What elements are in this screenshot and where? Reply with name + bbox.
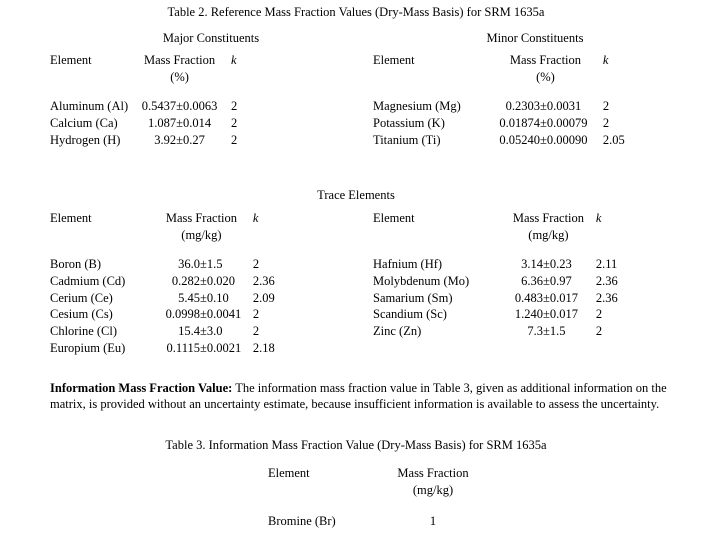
information-note	[50, 380, 682, 412]
table-row	[50, 99, 237, 116]
mass-fraction-value: 0.05240	[499, 132, 540, 147]
table-minor	[373, 53, 625, 149]
plus-minus-icon: ±	[543, 290, 550, 305]
mass-fraction-value: 3.92	[154, 132, 177, 147]
k-value: 2.36	[252, 273, 275, 288]
plus-minus-icon: ±	[176, 132, 183, 147]
header-mass-fraction: Mass Fraction	[165, 211, 238, 225]
header-mass-fraction: Mass Fraction	[509, 53, 582, 67]
table-row	[50, 116, 237, 133]
mass-fraction-value: 0.2303	[505, 98, 540, 113]
element-name: Potassium (K)	[373, 115, 445, 130]
element-name: Cesium (Cs)	[50, 307, 113, 322]
mass-fraction-value: 7.3	[527, 324, 543, 339]
spacer-cell	[373, 87, 625, 99]
table-row	[50, 291, 275, 308]
k-value: 2	[602, 98, 610, 113]
k-value: 2.36	[595, 290, 618, 305]
header-k: k	[602, 53, 609, 67]
spacer-cell	[603, 70, 625, 87]
table-row	[373, 257, 618, 274]
plus-minus-icon: ±	[543, 324, 550, 339]
mass-fraction-value: 6.36	[521, 273, 543, 288]
element-name: Zinc (Zn)	[373, 324, 422, 339]
k-value: 2.05	[602, 132, 625, 147]
plus-minus-icon: ±	[176, 98, 183, 113]
table-row	[50, 341, 275, 358]
header-mass-fraction: Mass Fraction	[397, 466, 469, 480]
spacer-cell	[373, 70, 488, 87]
uncertainty-value: 1.5	[206, 256, 223, 271]
uncertainty-value: 0.014	[183, 115, 212, 130]
table-units-row	[373, 228, 618, 245]
table-row	[373, 307, 618, 324]
spacer-cell	[50, 245, 275, 257]
plus-minus-icon: ±	[543, 273, 550, 288]
spacer-row	[50, 87, 237, 99]
header-units: (%)	[170, 69, 189, 84]
mass-fraction-value: 0.01874	[499, 115, 540, 130]
table-header-row	[50, 211, 275, 228]
uncertainty-value: 0.10	[206, 290, 229, 305]
header-units: (mg/kg)	[181, 227, 222, 242]
table-row	[50, 307, 275, 324]
plus-minus-icon: ±	[176, 115, 183, 130]
uncertainty-value: 0.0031	[546, 98, 582, 113]
plus-minus-icon: ±	[200, 324, 207, 339]
spacer-cell	[268, 500, 488, 514]
spacer-cell	[373, 245, 618, 257]
plus-minus-icon: ±	[540, 98, 547, 113]
information-note-text: The information mass fraction value in Table 3, given as additional information on the matrix, is provided without an uncertainty estimate, because insufficient information is available to assess the uncertainty.	[50, 381, 667, 412]
element-name: Magnesium (Mg)	[373, 98, 461, 113]
mass-fraction-value: 1.087	[148, 115, 177, 130]
spacer-cell	[50, 228, 150, 245]
k-value: 2.36	[595, 273, 618, 288]
k-value: 2	[231, 132, 238, 147]
information-note-label: Information Mass Fraction Value:	[50, 381, 233, 395]
group-header-trace: Trace Elements	[317, 188, 395, 202]
group-header-major: Major Constituents	[162, 31, 260, 45]
uncertainty-value: 1.5	[549, 324, 566, 339]
spacer-row	[373, 245, 618, 257]
element-name: Scandium (Sc)	[373, 307, 447, 322]
table-header-row	[373, 211, 618, 228]
header-element: Element	[50, 53, 92, 67]
header-element: Element	[373, 211, 415, 225]
table-trace-right	[373, 211, 618, 341]
table-units-row	[268, 483, 488, 500]
plus-minus-icon: ±	[200, 341, 207, 356]
header-k: k	[595, 211, 602, 225]
table-major	[50, 53, 237, 149]
uncertainty-value: 0.23	[549, 256, 572, 271]
element-name: Bromine (Br)	[268, 513, 336, 528]
spacer-row	[50, 245, 275, 257]
plus-minus-icon: ±	[200, 290, 207, 305]
table-row	[50, 324, 275, 341]
mass-fraction-value: 1	[429, 513, 437, 528]
table-row	[373, 133, 625, 150]
mass-fraction-value: 0.0998	[165, 307, 200, 322]
table-row	[373, 116, 625, 133]
header-units: (mg/kg)	[412, 482, 454, 497]
table3-caption: Table 3. Information Mass Fraction Value (Dry-Mass Basis) for SRM 1635a	[165, 438, 547, 452]
uncertainty-value: 0.020	[206, 273, 235, 288]
uncertainty-value: 0.27	[183, 132, 205, 147]
table-row	[373, 291, 618, 308]
element-name: Boron (B)	[50, 256, 102, 271]
table-header-row	[50, 53, 237, 70]
mass-fraction-value: 0.5437	[141, 98, 177, 113]
element-name: Calcium (Ca)	[50, 115, 118, 130]
element-name: Aluminum (Al)	[50, 98, 129, 113]
k-value: 2.11	[595, 256, 618, 271]
element-name: Hydrogen (H)	[50, 132, 121, 147]
mass-fraction-value: 0.483	[514, 290, 543, 305]
k-value: 2	[252, 324, 260, 339]
element-name: Samarium (Sm)	[373, 290, 453, 305]
header-element: Element	[50, 211, 92, 225]
spacer-cell	[596, 228, 618, 245]
element-name: Hafnium (Hf)	[373, 256, 443, 271]
table-header-row	[268, 466, 488, 483]
spacer-cell	[253, 228, 275, 245]
uncertainty-value: 0.0021	[206, 341, 242, 356]
k-value: 2	[595, 324, 603, 339]
header-mass-fraction: Mass Fraction	[143, 53, 216, 67]
spacer-cell	[50, 87, 237, 99]
plus-minus-icon: ±	[200, 256, 207, 271]
k-value: 2.09	[252, 290, 275, 305]
k-value: 2	[231, 98, 238, 113]
spacer-cell	[268, 483, 378, 500]
plus-minus-icon: ±	[540, 115, 547, 130]
table3	[268, 466, 488, 531]
element-name: Cerium (Ce)	[50, 290, 113, 305]
mass-fraction-value: 36.0	[178, 256, 200, 271]
mass-fraction-value: 1.240	[514, 307, 543, 322]
table-row	[373, 99, 625, 116]
element-name: Molybdenum (Mo)	[373, 273, 470, 288]
table-row	[50, 133, 237, 150]
spacer-cell	[50, 70, 128, 87]
uncertainty-value: 3.0	[206, 324, 223, 339]
table-units-row	[50, 228, 275, 245]
table-row	[50, 274, 275, 291]
header-k: k	[252, 211, 259, 225]
uncertainty-value: 0.017	[549, 307, 578, 322]
spacer-row	[373, 87, 625, 99]
header-element: Element	[373, 53, 415, 67]
header-mass-fraction: Mass Fraction	[512, 211, 585, 225]
table-units-row	[373, 70, 625, 87]
uncertainty-value: 0.0063	[183, 98, 218, 113]
header-k: k	[231, 53, 237, 67]
plus-minus-icon: ±	[200, 273, 207, 288]
element-name: Cadmium (Cd)	[50, 273, 126, 288]
k-value: 2	[595, 307, 603, 322]
plus-minus-icon: ±	[200, 307, 207, 322]
table-trace-left	[50, 211, 275, 358]
table2-caption: Table 2. Reference Mass Fraction Values (Dry-Mass Basis) for SRM 1635a	[167, 5, 545, 19]
plus-minus-icon: ±	[540, 132, 547, 147]
table-row	[268, 514, 488, 531]
header-element: Element	[268, 466, 310, 480]
mass-fraction-value: 3.14	[521, 256, 543, 271]
uncertainty-value: 0.00090	[546, 132, 588, 147]
table-row	[373, 274, 618, 291]
table-units-row	[50, 70, 237, 87]
group-header-minor: Minor Constituents	[486, 31, 584, 45]
table-header-row	[373, 53, 625, 70]
table-row	[373, 324, 618, 341]
k-value: 2	[252, 256, 260, 271]
table-row	[50, 257, 275, 274]
uncertainty-value: 0.97	[549, 273, 572, 288]
uncertainty-value: 0.00079	[546, 115, 588, 130]
k-value: 2	[252, 307, 260, 322]
header-units: (mg/kg)	[528, 227, 569, 242]
element-name: Titanium (Ti)	[373, 132, 441, 147]
plus-minus-icon: ±	[543, 307, 550, 322]
mass-fraction-value: 5.45	[178, 290, 200, 305]
spacer-row	[268, 500, 488, 514]
element-name: Europium (Eu)	[50, 341, 126, 356]
k-value: 2.18	[252, 341, 275, 356]
header-units: (%)	[536, 69, 555, 84]
element-name: Chlorine (Cl)	[50, 324, 118, 339]
uncertainty-value: 0.0041	[206, 307, 242, 322]
mass-fraction-value: 15.4	[178, 324, 200, 339]
spacer-cell	[373, 228, 501, 245]
uncertainty-value: 0.017	[549, 290, 578, 305]
k-value: 2	[231, 115, 238, 130]
plus-minus-icon: ±	[543, 256, 550, 271]
k-value: 2	[602, 115, 610, 130]
mass-fraction-value: 0.1115	[166, 341, 200, 356]
spacer-cell	[231, 70, 237, 87]
mass-fraction-value: 0.282	[171, 273, 200, 288]
